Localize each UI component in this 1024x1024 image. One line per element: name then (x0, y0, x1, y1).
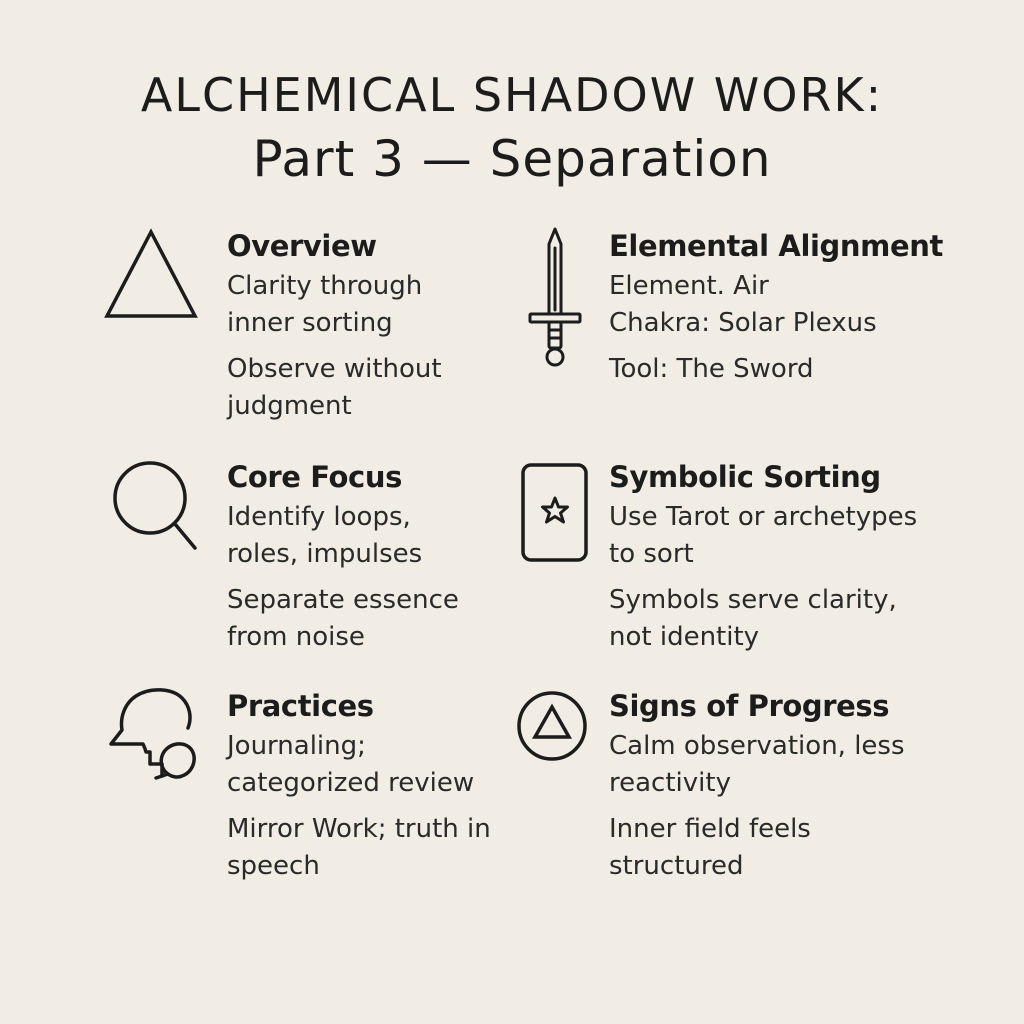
elemental-line-2: Chakra: Solar Plexus (609, 308, 877, 338)
overview-line-2: Observe without judgment (227, 354, 442, 421)
elemental-alignment-section (609, 228, 943, 388)
core-focus-section (227, 459, 477, 656)
symbolic-sorting-heading: Symbolic Sorting (609, 460, 881, 494)
page-title-line-2: Part 3 — Separation (252, 130, 772, 188)
head-speech-icon (106, 688, 228, 784)
overview-line-1: Clarity through inner sorting (227, 271, 423, 338)
practices-line-1: Journaling; categorized review (227, 731, 475, 798)
overview-section (227, 228, 467, 425)
symbolic-sorting-line-1: Use Tarot or archetypes to sort (609, 502, 918, 569)
tarot-card-icon (520, 462, 590, 564)
elemental-line-1: Element. Air (609, 271, 769, 301)
signs-of-progress-section (609, 688, 909, 885)
signs-of-progress-line-2: Inner field feels structured (609, 814, 811, 881)
practices-line-2: Mirror Work; truth in speech (227, 814, 491, 881)
practices-section (227, 688, 497, 885)
core-focus-line-2: Separate essence from noise (227, 585, 459, 652)
overview-heading: Overview (227, 229, 377, 263)
page-title-line-1: ALCHEMICAL SHADOW WORK: (140, 68, 884, 122)
elemental-alignment-heading: Elemental Alignment (609, 229, 943, 263)
signs-of-progress-heading: Signs of Progress (609, 689, 890, 723)
elemental-line-3: Tool: The Sword (609, 354, 814, 384)
core-focus-line-1: Identify loops, roles, impulses (227, 502, 423, 569)
symbolic-sorting-line-2: Symbols serve clarity, not identity (609, 585, 897, 652)
magnifier-icon (112, 460, 202, 554)
triangle-icon (104, 228, 198, 320)
symbolic-sorting-section (609, 459, 929, 656)
circled-triangle-icon (516, 690, 588, 762)
signs-of-progress-line-1: Calm observation, less reactivity (609, 731, 905, 798)
sword-icon (526, 226, 584, 370)
practices-heading: Practices (227, 689, 374, 723)
core-focus-heading: Core Focus (227, 460, 402, 494)
